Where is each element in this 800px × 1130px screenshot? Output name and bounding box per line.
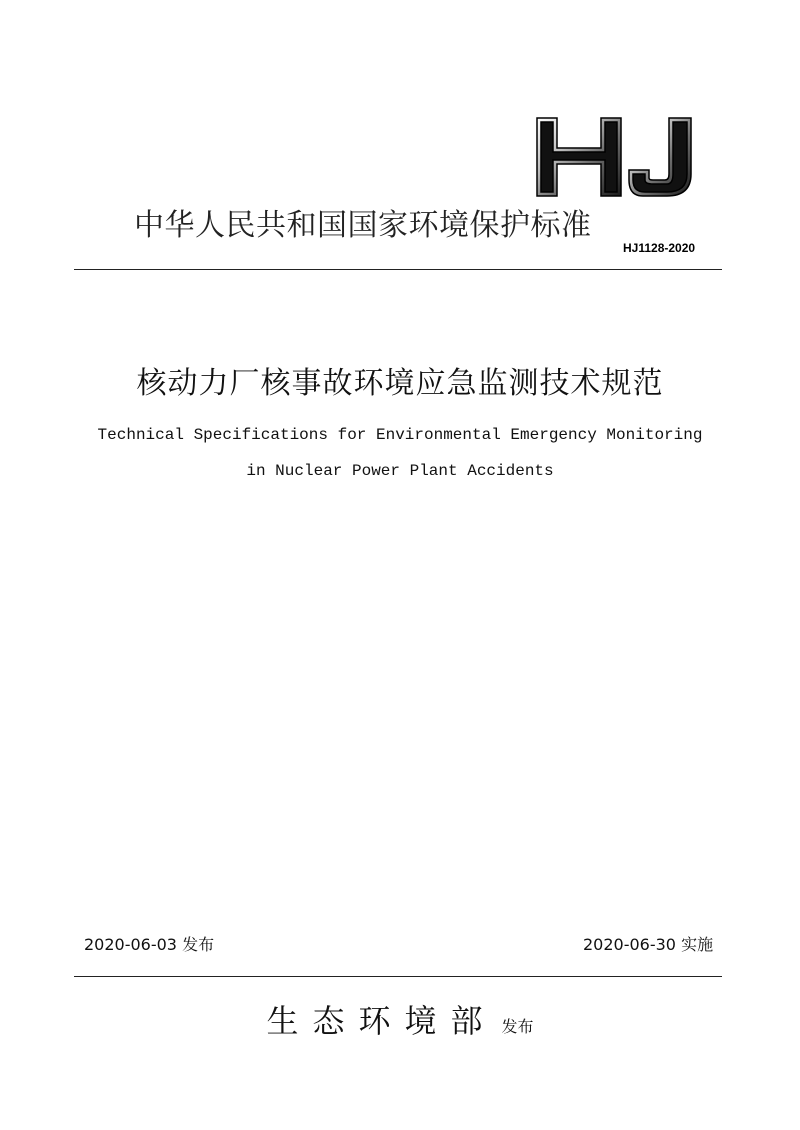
publisher-suffix: 发布 xyxy=(501,1017,534,1036)
issue-date: 2020-06-03 发布 xyxy=(84,935,215,954)
document-title-en-line1: Technical Specifications for Environmental Emergency Monitoring xyxy=(97,426,703,444)
publisher-block xyxy=(0,996,800,1042)
standard-code: HJ1128-2020 xyxy=(623,241,696,255)
document-title-zh: 核动力厂核事故环境应急监测技术规范 xyxy=(136,366,664,401)
standard-type-heading: 中华人民共和国国家环境保护标准 xyxy=(134,208,592,243)
hj-logo xyxy=(535,116,695,198)
implementation-date: 2020-06-30 实施 xyxy=(583,935,714,954)
document-title-en-line2: in Nuclear Power Plant Accidents xyxy=(246,462,554,480)
publisher-name: 生态环境部 xyxy=(266,1002,497,1040)
top-divider xyxy=(74,269,722,270)
bottom-divider xyxy=(74,976,722,977)
